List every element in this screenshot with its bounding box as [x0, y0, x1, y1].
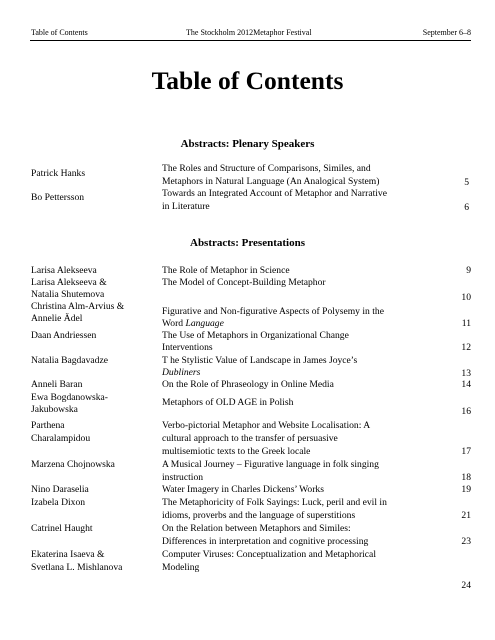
- toc-title: The Role of Metaphor in Science: [162, 265, 290, 276]
- toc-author: Larisa Alekseeva &: [31, 277, 107, 288]
- toc-title: Verbo-pictorial Metaphor and Website Localisation: A: [162, 420, 371, 431]
- plenary-title-line: Towards an Integrated Account of Metaphor and Narrative: [162, 188, 387, 199]
- plenary-page-number: 6: [464, 202, 469, 213]
- toc-author: Larisa Alekseeva: [31, 265, 97, 276]
- toc-title: The Metaphoricity of Folk Sayings: Luck, peril and evil in: [162, 497, 387, 508]
- toc-page-number: 13: [461, 368, 471, 379]
- plenary-title-line: Metaphors in Natural Language (An Analogical System): [162, 176, 380, 187]
- toc-title: Modeling: [162, 562, 200, 573]
- toc-author: Natalia Shutemova: [31, 289, 105, 300]
- toc-author: Ewa Bogdanowska-: [31, 392, 108, 403]
- toc-title: Computer Viruses: Conceptualization and Metaphorical: [162, 549, 376, 560]
- plenary-title-line: in Literature: [162, 201, 210, 212]
- toc-author: Svetlana L. Mishlanova: [31, 562, 123, 573]
- plenary-title-line: The Roles and Structure of Comparisons, Similes, and: [162, 163, 371, 174]
- running-header-left: Table of Contents: [31, 28, 88, 37]
- toc-title: On the Role of Phraseology in Online Media: [162, 379, 334, 390]
- toc-author: Annelie Ädel: [31, 313, 83, 324]
- toc-title: [162, 367, 200, 379]
- header-rule: [30, 40, 471, 41]
- toc-title: instruction: [162, 472, 204, 483]
- toc-title: multisemiotic texts to the Greek locale: [162, 446, 311, 457]
- running-header-right: September 6–8: [422, 28, 471, 37]
- toc-page-number: 21: [461, 510, 471, 521]
- toc-page-number: 19: [461, 484, 471, 495]
- toc-page-number: 18: [461, 472, 471, 483]
- toc-page-number: 24: [461, 580, 471, 591]
- toc-title: idioms, proverbs and the language of superstitions: [162, 510, 356, 521]
- toc-title-italic: Language: [185, 318, 224, 329]
- toc-title: Differences in interpretation and cognitive processing: [162, 536, 369, 547]
- section-heading-plenary: Abstracts: Plenary Speakers: [180, 138, 315, 150]
- toc-page-number: 16: [461, 406, 471, 417]
- toc-page-number: 9: [466, 265, 471, 276]
- toc-page-number: 11: [461, 318, 471, 329]
- toc-author: Natalia Bagdavadze: [31, 355, 108, 366]
- toc-title: [162, 318, 224, 330]
- toc-author: Nino Daraselia: [31, 484, 89, 495]
- toc-title: Interventions: [162, 342, 213, 353]
- toc-title: Metaphors of OLD AGE in Polish: [162, 397, 294, 408]
- toc-author: Parthena: [31, 420, 65, 431]
- toc-title: Figurative and Non-figurative Aspects of Polysemy in the: [162, 306, 384, 317]
- toc-author: Jakubowska: [31, 404, 78, 415]
- toc-author: Christina Alm-Arvius &: [31, 301, 125, 312]
- plenary-page-number: 5: [464, 177, 469, 188]
- toc-author: Marzena Chojnowska: [31, 459, 115, 470]
- toc-author: Izabela Dixon: [31, 497, 86, 508]
- toc-page-number: 14: [461, 379, 471, 390]
- toc-title: cultural approach to the transfer of persuasive: [162, 433, 338, 444]
- running-header-center: The Stockholm 2012Metaphor Festival: [186, 28, 312, 37]
- toc-title: A Musical Journey – Figurative language in folk singing: [162, 459, 379, 470]
- toc-author: Catrinel Haught: [31, 523, 93, 534]
- plenary-author: Patrick Hanks: [31, 168, 86, 179]
- toc-author: Charalampidou: [31, 433, 91, 444]
- toc-title-text: Word: [162, 318, 186, 329]
- toc-title: On the Relation between Metaphors and Similes:: [162, 523, 351, 534]
- page-title: Table of Contents: [151, 66, 344, 95]
- toc-title: Water Imagery in Charles Dickens’ Works: [162, 484, 324, 495]
- toc-page-number: 12: [461, 342, 471, 353]
- toc-author: Ekaterina Isaeva &: [31, 549, 105, 560]
- toc-title: The Model of Concept-Building Metaphor: [162, 277, 326, 288]
- toc-title: The Use of Metaphors in Organizational Change: [162, 330, 349, 341]
- toc-title-italic: Dubliners: [162, 367, 201, 378]
- section-heading-presentations: Abstracts: Presentations: [190, 237, 305, 249]
- toc-title: T he Stylistic Value of Landscape in James Joyce’s: [162, 355, 358, 366]
- toc-author: Daan Andriessen: [31, 330, 97, 341]
- toc-author: Anneli Baran: [31, 379, 83, 390]
- plenary-author: Bo Pettersson: [31, 192, 85, 203]
- toc-page-number: 17: [461, 446, 471, 457]
- toc-page-number: 10: [461, 292, 471, 303]
- toc-page-number: 23: [461, 536, 471, 547]
